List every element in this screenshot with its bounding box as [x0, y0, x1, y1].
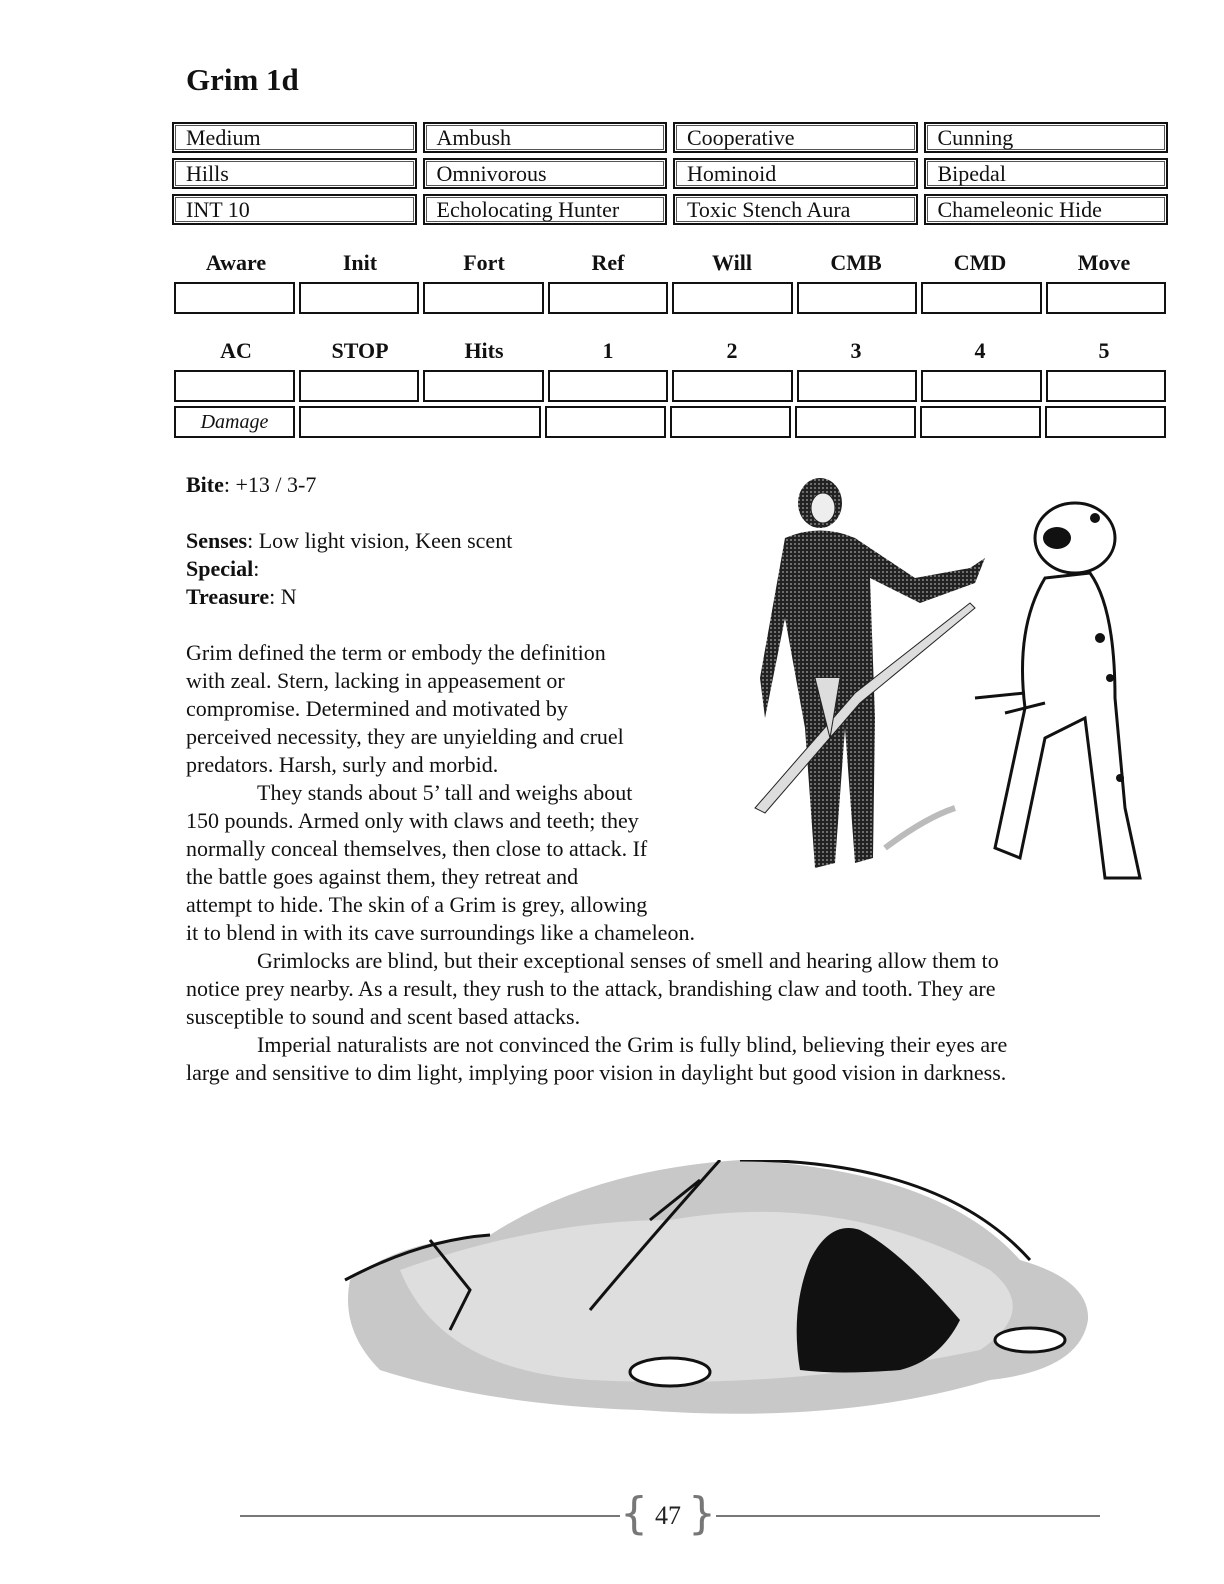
- senses-value: : Low light vision, Keen scent: [247, 528, 513, 553]
- trait-cell: Cunning: [924, 122, 1169, 153]
- description-line: it to blend in with its cave surroundings like a chameleon.: [186, 920, 695, 945]
- stat-header: Move: [1077, 250, 1131, 275]
- description-line: predators. Harsh, surly and morbid.: [186, 752, 499, 777]
- stat-header: 3: [850, 338, 862, 363]
- traits-grid: [172, 122, 1168, 230]
- attack-label: Bite: [186, 472, 224, 497]
- damage-box[interactable]: [920, 406, 1041, 438]
- attack-line: [186, 471, 316, 499]
- knight-and-creature-illustration: [745, 478, 1155, 898]
- description-line: 150 pounds. Armed only with claws and teeth; they: [186, 808, 639, 833]
- stats-boxes: [174, 282, 1166, 314]
- trait-cell: Hills: [172, 158, 417, 189]
- stat-box[interactable]: [797, 370, 918, 402]
- senses-line: [186, 527, 512, 555]
- description-line: They stands about 5’ tall and weighs about: [257, 780, 633, 805]
- description-line: large and sensitive to dim light, implying poor vision in daylight but good vision in darkness.: [186, 1060, 1007, 1085]
- stat-box[interactable]: [672, 282, 793, 314]
- trait-cell: Ambush: [423, 122, 668, 153]
- stat-header: Will: [712, 250, 752, 275]
- trait-cell: Echolocating Hunter: [423, 194, 668, 225]
- stats-block-2: [174, 338, 1166, 438]
- description-line: notice prey nearby. As a result, they rush to the attack, brandishing claw and tooth. They are: [186, 976, 996, 1001]
- trait-cell: INT 10: [172, 194, 417, 225]
- damage-box[interactable]: [670, 406, 791, 438]
- trait-cell: Cooperative: [673, 122, 918, 153]
- stat-box[interactable]: [921, 282, 1042, 314]
- trait-cell: Bipedal: [924, 158, 1169, 189]
- stat-header: 2: [726, 338, 738, 363]
- trait-cell: Chameleonic Hide: [924, 194, 1169, 225]
- attack-value: : +13 / 3-7: [223, 472, 317, 497]
- page-number: 47: [655, 1501, 681, 1530]
- left-bracket-icon: {: [620, 1488, 648, 1539]
- stat-box[interactable]: [299, 282, 420, 314]
- cave-illustration: [340, 1160, 1095, 1425]
- damage-row: [174, 406, 1166, 438]
- stat-box[interactable]: [299, 370, 420, 402]
- stat-box[interactable]: [548, 282, 669, 314]
- stat-header: Ref: [591, 250, 625, 275]
- stats-headers: [174, 250, 1166, 276]
- stat-box[interactable]: [1046, 282, 1167, 314]
- stat-box[interactable]: [921, 370, 1042, 402]
- description-line: Grimlocks are blind, but their exceptional senses of smell and hearing allow them to: [257, 948, 999, 973]
- description-line: Imperial naturalists are not convinced the Grim is fully blind, believing their eyes are: [257, 1032, 1008, 1057]
- stat-header: CMB: [830, 250, 882, 275]
- trait-cell: Toxic Stench Aura: [673, 194, 918, 225]
- stat-box[interactable]: [174, 370, 295, 402]
- stat-box[interactable]: [672, 370, 793, 402]
- description-line: attempt to hide. The skin of a Grim is grey, allowing: [186, 892, 648, 917]
- stat-box[interactable]: [797, 282, 918, 314]
- senses-label: Senses: [186, 528, 248, 553]
- stat-header: Fort: [463, 250, 505, 275]
- stats-block-1: [174, 250, 1166, 314]
- right-bracket-icon: }: [688, 1488, 716, 1539]
- stat-box[interactable]: [174, 282, 295, 314]
- footer-rule-right: [716, 1515, 1100, 1517]
- special-line: [186, 555, 259, 583]
- treasure-label: Treasure: [186, 584, 270, 609]
- stat-header: STOP: [331, 338, 389, 363]
- trait-cell: Omnivorous: [423, 158, 668, 189]
- page-number-box: [620, 1488, 716, 1539]
- description-line: the battle goes against them, they retreat and: [186, 864, 579, 889]
- damage-box[interactable]: [1045, 406, 1166, 438]
- damage-label: Damage: [174, 406, 295, 438]
- page-title: Grim 1d: [186, 62, 299, 97]
- stat-header: CMD: [953, 250, 1007, 275]
- stat-header: AC: [220, 338, 252, 363]
- stat-header: 1: [602, 338, 614, 363]
- stat-header: Hits: [464, 338, 504, 363]
- stat-header: 5: [1098, 338, 1110, 363]
- special-value: :: [253, 556, 260, 581]
- stat-header: Init: [342, 250, 378, 275]
- traits-row: [172, 122, 1168, 153]
- stat-box[interactable]: [1046, 370, 1167, 402]
- special-label: Special: [186, 556, 254, 581]
- combat-boxes: [174, 370, 1166, 402]
- footer-rule-left: [240, 1515, 620, 1517]
- stat-box[interactable]: [548, 370, 669, 402]
- stat-header: Aware: [205, 250, 267, 275]
- damage-box[interactable]: [795, 406, 916, 438]
- traits-row: [172, 194, 1168, 225]
- treasure-line: [186, 583, 297, 611]
- description-line: susceptible to sound and scent based attacks.: [186, 1004, 581, 1029]
- trait-cell: Medium: [172, 122, 417, 153]
- description-line: normally conceal themselves, then close to attack. If: [186, 836, 648, 861]
- description-line: Grim defined the term or embody the definition: [186, 640, 606, 665]
- description-line: compromise. Determined and motivated by: [186, 696, 568, 721]
- description-line: perceived necessity, they are unyielding and cruel: [186, 724, 624, 749]
- combat-headers: [174, 338, 1166, 364]
- damage-box[interactable]: [545, 406, 666, 438]
- trait-cell: Hominoid: [673, 158, 918, 189]
- stat-box[interactable]: [423, 282, 544, 314]
- treasure-value: : N: [269, 584, 297, 609]
- stat-header: 4: [974, 338, 986, 363]
- traits-row: [172, 158, 1168, 189]
- description-line: with zeal. Stern, lacking in appeasement or: [186, 668, 565, 693]
- stat-box[interactable]: [423, 370, 544, 402]
- damage-box[interactable]: [299, 406, 542, 438]
